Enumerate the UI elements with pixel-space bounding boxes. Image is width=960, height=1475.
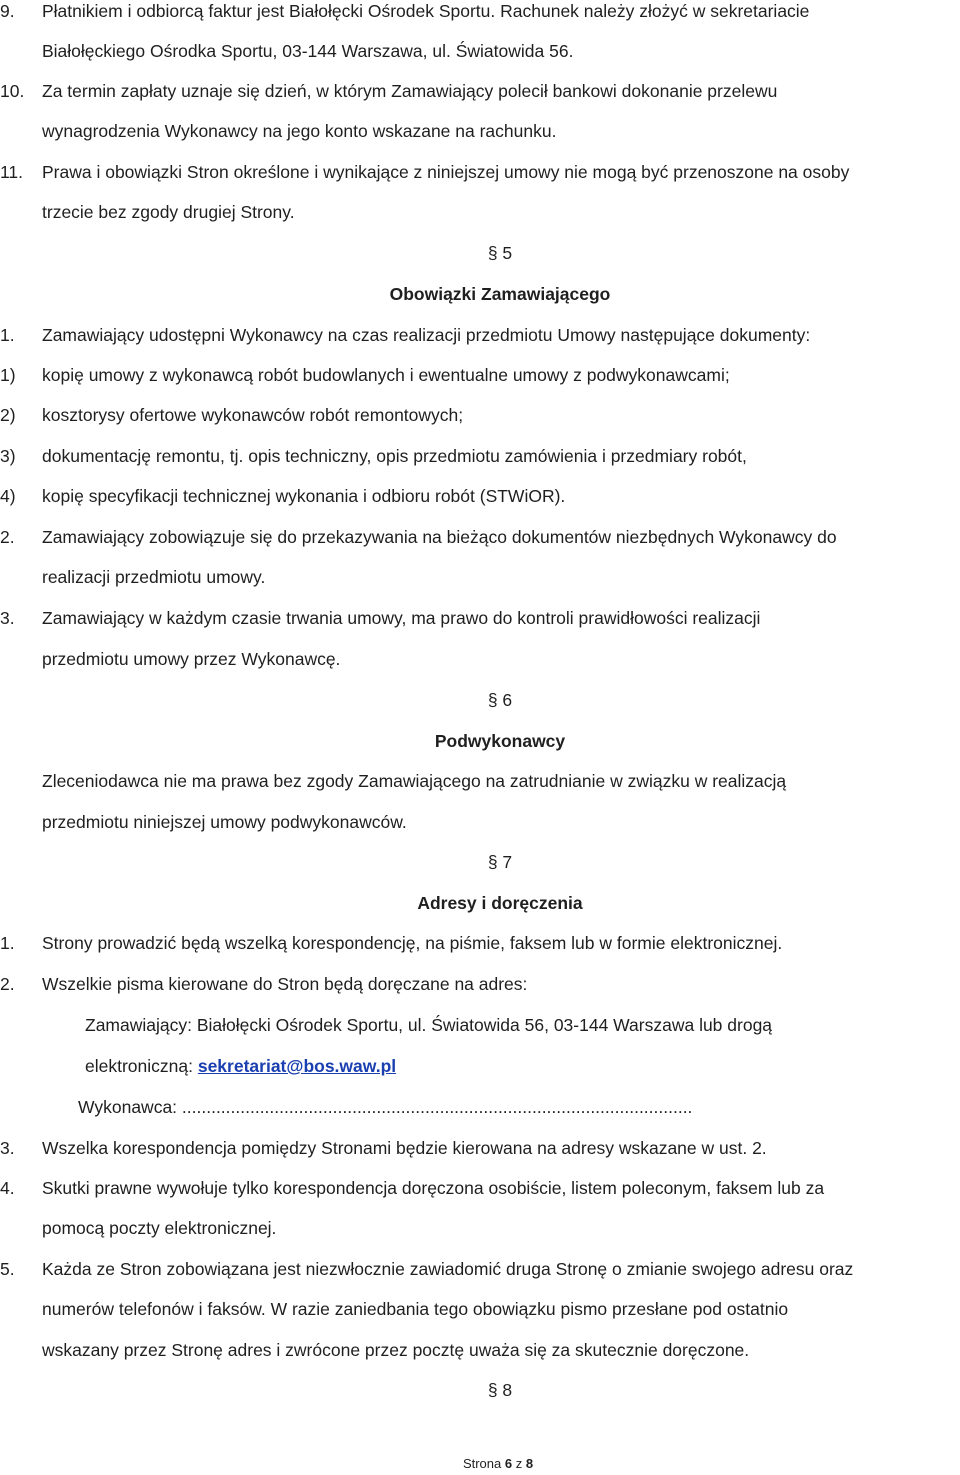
paragraph: 2. Wszelkie pisma kierowane do Stron będą doręczane na adres: [0,974,528,994]
list-item: 9. Płatnikiem i odbiorcą faktur jest Białołęcki Ośrodek Sportu. Rachunek należy złożyć w sekretariacie [0,1,810,21]
email-link[interactable]: sekretariat@bos.waw.pl [197,1056,397,1076]
paragraph: 1. Zamawiający udostępni Wykonawcy na czas realizacji przedmiotu Umowy następujące dokumenty: [0,325,811,345]
section-title: Adresy i doręczenia [417,893,583,913]
paragraph: 1. Strony prowadzić będą wszelką korespondencję, na piśmie, faksem lub w formie elektronicznej. [0,933,783,953]
section-symbol: § 5 [487,243,513,263]
paragraph-continuation: pomocą poczty elektronicznej. [42,1218,277,1238]
page-footer: Strona 6 z 8 [462,1456,534,1471]
list-item: 10. Za termin zapłaty uznaje się dzień, w którym Zamawiający polecił bankowi dokonanie przelewu [0,81,778,101]
paragraph: Zleceniodawca nie ma prawa bez zgody Zamawiającego na zatrudnianie w związku w realizacją [42,771,787,791]
paragraph-continuation: numerów telefonów i faksów. W razie zaniedbania tego obowiązku pismo przesłane pod ostatnio [42,1299,789,1319]
paragraph-continuation: realizacji przedmiotu umowy. [42,567,266,587]
page-total: 8 [525,1456,534,1471]
paragraph-continuation: przedmiotu umowy przez Wykonawcę. [42,649,341,669]
address-line: elektroniczną: sekretariat@bos.waw.pl [85,1056,397,1076]
paragraph: 3. Zamawiający w każdym czasie trwania umowy, ma prawo do kontroli prawidłowości realizacji [0,608,761,628]
section-title: Obowiązki Zamawiającego [389,284,611,304]
contractor-line: Wykonawca: ......................................................................................................... [78,1097,693,1117]
list-item: 11. Prawa i obowiązki Stron określone i wynikające z niniejszej umowy nie mogą być przenoszone na osoby [0,162,850,182]
page-number: 6 [504,1456,513,1471]
section-symbol: § 8 [487,1380,513,1400]
sub-list-item: 1) kopię umowy z wykonawcą robót budowlanych i ewentualne umowy z podwykonawcami; [0,365,730,385]
list-item-continuation: wynagrodzenia Wykonawcy na jego konto wskazane na rachunku. [42,121,557,141]
list-item-continuation: Białołęckiego Ośrodka Sportu, 03-144 Warszawa, ul. Światowida 56. [42,41,574,61]
paragraph-continuation: wskazany przez Stronę adres i zwrócone przez pocztę uważa się za skutecznie doręczone. [42,1340,750,1360]
sub-list-item: 3) dokumentację remontu, tj. opis techniczny, opis przedmiotu zamówienia i przedmiary robót, [0,446,747,466]
paragraph: 5. Każda ze Stron zobowiązana jest niezwłocznie zawiadomić druga Stronę o zmianie swojego adresu oraz [0,1259,854,1279]
paragraph-continuation: przedmiotu niniejszej umowy podwykonawców. [42,812,407,832]
paragraph: 3. Wszelka korespondencja pomiędzy Stronami będzie kierowana na adresy wskazane w ust. 2. [0,1138,767,1158]
address-line: Zamawiający: Białołęcki Ośrodek Sportu, ul. Światowida 56, 03-144 Warszawa lub drogą [85,1015,773,1035]
section-title: Podwykonawcy [434,731,566,751]
list-item-continuation: trzecie bez zgody drugiej Strony. [42,202,295,222]
section-symbol: § 6 [487,690,513,710]
sub-list-item: 4) kopię specyfikacji technicznej wykonania i odbioru robót (STWiOR). [0,486,566,506]
section-symbol: § 7 [487,852,513,872]
paragraph: 4. Skutki prawne wywołuje tylko korespondencja doręczona osobiście, listem poleconym, faksem lub za [0,1178,825,1198]
paragraph: 2. Zamawiający zobowiązuje się do przekazywania na bieżąco dokumentów niezbędnych Wykonawcy do [0,527,837,547]
sub-list-item: 2) kosztorysy ofertowe wykonawców robót remontowych; [0,405,464,425]
